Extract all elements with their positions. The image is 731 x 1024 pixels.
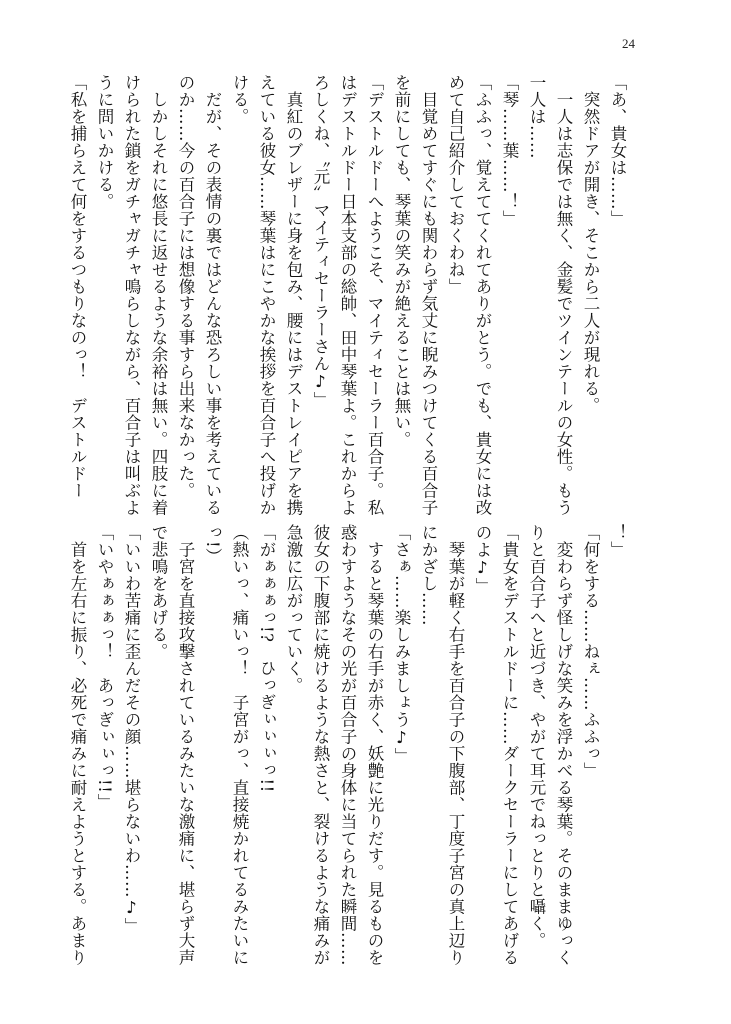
text-line: うに問いかける。 — [95, 74, 114, 210]
text-line: のか……今の百合子には想像する事すら出来なかった。 — [176, 74, 195, 499]
text-line: ろしくね、〝元〟マイティセーラーさん♪」 — [311, 74, 330, 409]
text-line: はデストルドー日本支部の総帥、田中琴葉よ。これからよ — [338, 74, 357, 516]
text-line: 「ふふっ、覚えててくれてありがとう。でも、貴女には改 — [473, 74, 492, 516]
text-line: しかしそれに悠長に返せるような余裕は無い。四肢に着 — [149, 74, 168, 516]
text-line: 一人は…… — [527, 74, 546, 159]
text-line: 突然ドアが開き、そこから二人が現れる。 — [581, 74, 600, 414]
text-line: 「あ、貴女は……」 — [608, 74, 627, 227]
text-line: ！」 — [608, 524, 627, 558]
text-line: （熱いっ、痛いっ！ 子宮がっ、直接焼かれてるみたいに — [230, 524, 249, 966]
text-line: だが、その表情の裏ではどんな恐ろしい事を考えている — [203, 74, 222, 516]
text-line: 首を左右に振り、必死で痛みに耐えようとする。あまり — [68, 524, 87, 966]
text-line: 「がぁぁぁっ!? ひっぎぃぃぃっ!! — [257, 524, 276, 793]
text-line: 一人は志保では無く、金髪でツインテールの女性。もう — [554, 74, 573, 516]
lower-text-block — [68, 524, 631, 966]
text-line: 真紅のブレザーに身を包み、腰にはデストレイピアを携 — [284, 74, 303, 516]
text-line: 彼女の下腹部に焼けるような熱さと、裂けるような痛みが — [311, 524, 330, 966]
text-line: 急激に広がっていく。 — [284, 524, 303, 694]
text-line: 「いやぁぁぁっ！ あっぎぃぃっ!!」 — [95, 524, 114, 811]
text-line: 琴葉が軽く右手を百合子の下腹部、丁度子宮の真上辺り — [446, 524, 465, 966]
text-line: のよ♪」 — [473, 524, 492, 595]
text-line: ける。 — [230, 74, 249, 125]
text-line: 「いいわ苦痛に歪んだその顔……堪らないわ……♪」 — [122, 524, 141, 935]
text-line: を前にしても、琴葉の笑みが絶えることは無い。 — [392, 74, 411, 448]
text-line: 「私を捕らえて何をするつもりなのっ！ デストルドー — [68, 74, 87, 499]
text-line: けられた鎖をガチャガチャ鳴らしながら、百合子は叫ぶよ — [122, 74, 141, 516]
text-line: 目覚めてすぐにも関わらず気丈に睨みつけてくる百合子 — [419, 74, 438, 516]
text-line: 「さぁ……楽しみましょう♪」 — [392, 524, 411, 765]
upper-text-block — [68, 74, 631, 516]
text-line: 変わらず怪しげな笑みを浮かべる琴葉。そのままゆっく — [554, 524, 573, 966]
text-line: っ!） — [203, 524, 222, 566]
text-line: 「琴……葉……！」 — [500, 74, 519, 227]
text-line: にかざし…… — [419, 524, 438, 626]
text-line: えている彼女……琴葉はにこやかな挨拶を百合子へ投げか — [257, 74, 276, 516]
text-line: めて自己紹介しておくわね」 — [446, 74, 465, 295]
page-number: 24 — [622, 36, 635, 51]
text-line: 「デストルドーへようこそ、マイティセーラー百合子。私 — [365, 74, 384, 516]
text-line: 惑わすようなその光が百合子の身体に当てられた瞬間…… — [338, 524, 357, 966]
text-line: りと百合子へと近づき、やがて耳元でねっとりと囁く。 — [527, 524, 546, 949]
text-line: で悲鳴をあげる。 — [149, 524, 168, 660]
text-line: 「貴女をデストルドーに……ダークセーラーにしてあげる — [500, 524, 519, 966]
text-line: すると琴葉の右手が赤く、妖艶に光りだす。見るものを — [365, 524, 384, 966]
text-line: 子宮を直接攻撃されているみたいな激痛に、堪らず大声 — [176, 524, 195, 966]
text-line: 「何をする……ねぇ……ふふっ」 — [581, 524, 600, 779]
